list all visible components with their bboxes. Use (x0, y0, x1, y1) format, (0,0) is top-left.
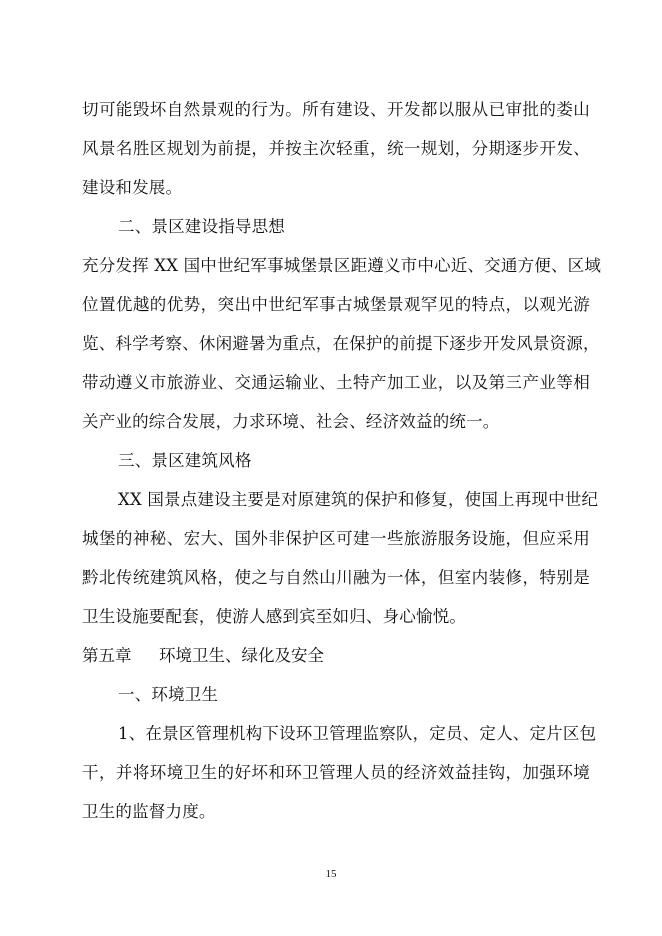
paragraph-line: XX 国景点建设主要是对原建筑的保护和修复，使国上再现中世纪 (118, 490, 599, 509)
chapter-title: 环境卫生、绿化及安全 (159, 646, 324, 665)
paragraph-line: 干，并将环境卫生的好坏和环卫管理人员的经济效益挂钩，加强环境 (82, 763, 590, 782)
paragraph-line: 城堡的神秘、宏大、国外非保护区可建一些旅游服务设施，但应采用 (82, 529, 590, 548)
paragraph-line: 位置优越的优势，突出中世纪军事古城堡景观罕见的特点，以观光游 (82, 295, 590, 314)
paragraph-line: 黔北传统建筑风格，使之与自然山川融为一体，但室内装修，特别是 (82, 568, 590, 587)
paragraph-line: 卫生设施要配套，使游人感到宾至如归、身心愉悦。 (82, 607, 467, 626)
section-heading: 一、环境卫生 (118, 685, 219, 704)
page-number: 15 (325, 868, 337, 880)
paragraph-line: 卫生的监督力度。 (82, 802, 216, 821)
paragraph-line: 1、在景区管理机构下设环卫管理监察队，定员、定人、定片区包 (118, 724, 597, 743)
paragraph-line: 充分发挥 XX 国中世纪军事城堡景区距遵义市中心近、交通方便、区域 (82, 256, 602, 275)
paragraph-line: 览、科学考察、休闲避暑为重点，在保护的前提下逐步开发风景资源， (82, 334, 600, 353)
section-heading: 三、景区建筑风格 (118, 451, 252, 470)
paragraph-line: 切可能毁坏自然景观的行为。所有建设、开发都以服从已审批的娄山 (82, 100, 590, 119)
paragraph-line: 带动遵义市旅游业、交通运输业、土特产加工业，以及第三产业等相 (82, 373, 590, 392)
chapter-number: 第五章 (82, 646, 132, 665)
section-heading: 二、景区建设指导思想 (118, 217, 285, 236)
paragraph-line: 建设和发展。 (82, 178, 183, 197)
paragraph-line: 风景名胜区规划为前提，并按主次轻重，统一规划，分期逐步开发、 (82, 139, 590, 158)
paragraph-line: 关产业的综合发展，力求环境、社会、经济效益的统一。 (82, 412, 500, 431)
